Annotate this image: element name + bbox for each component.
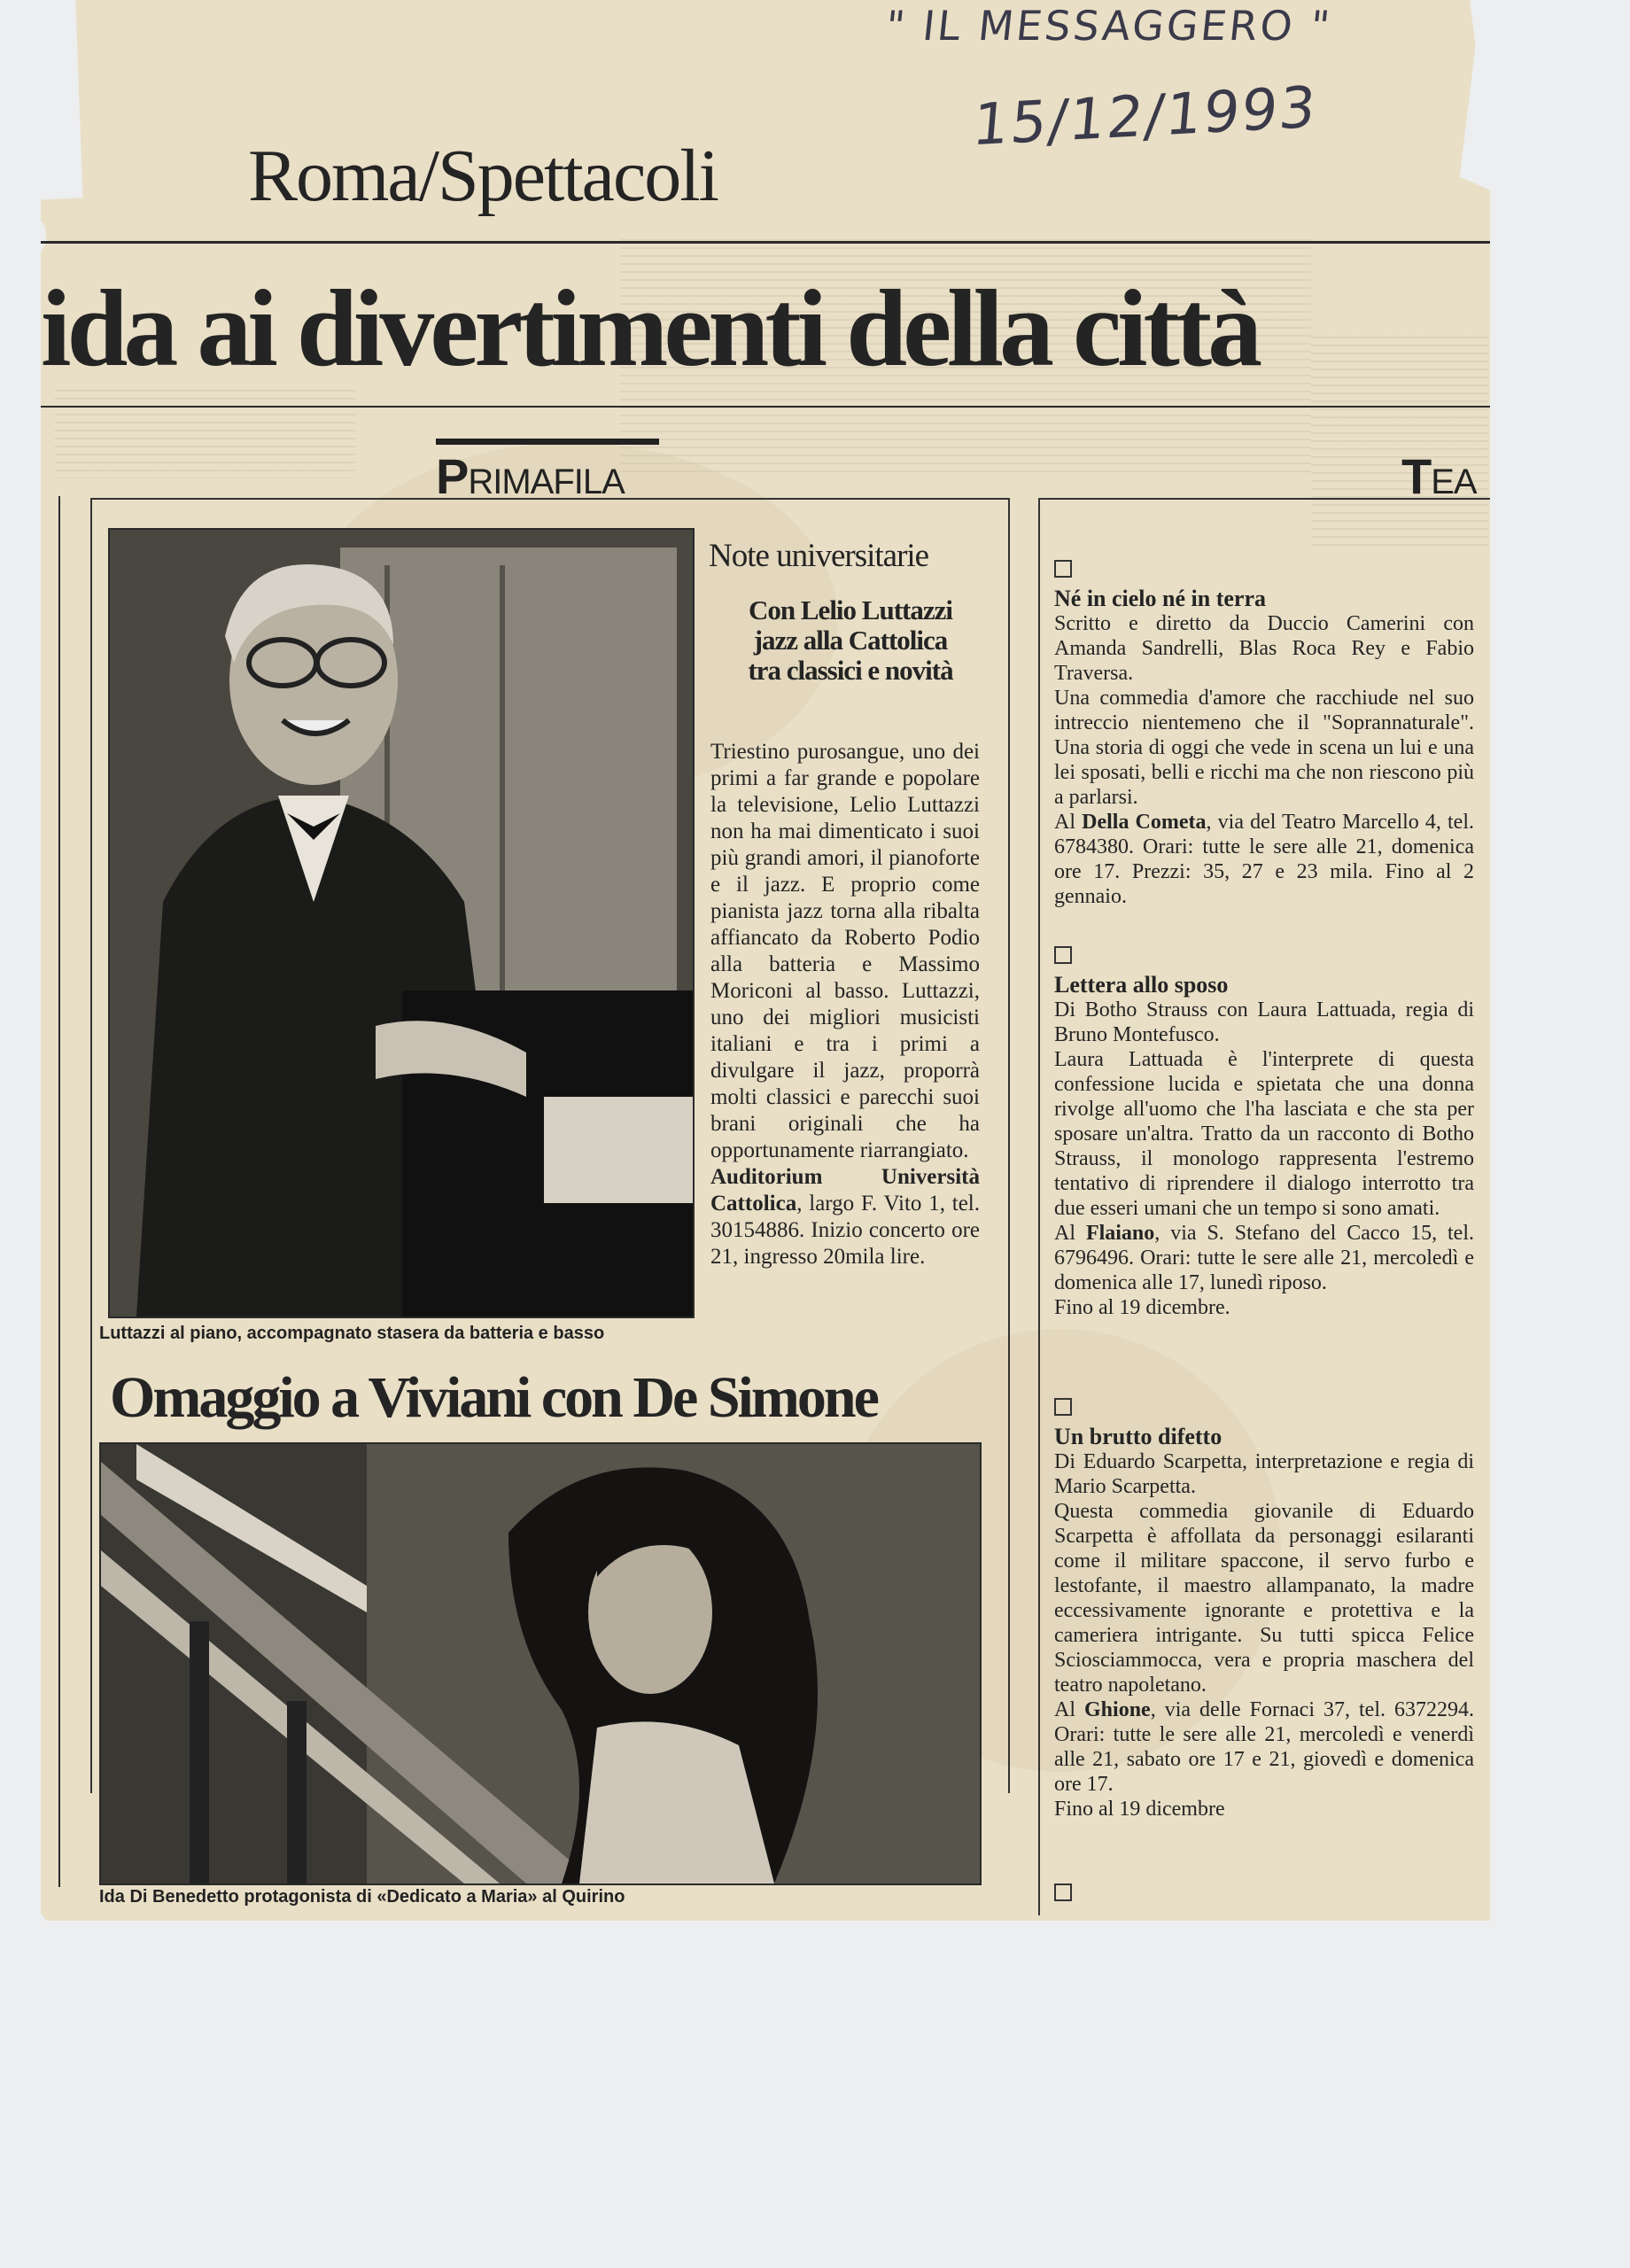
- rule-top: [41, 241, 1490, 244]
- theatre-item-venue-line: [1054, 1697, 1474, 1797]
- theatre-item: [1054, 560, 1474, 909]
- article-paragraph: Triestino purosangue, uno dei primi a far grande e popolare la televisione, Lelio Luttazzi non ha mai dimenticato i suoi più grandi amori, il pianoforte e il jazz. E proprio come pianista jazz torna alla ribalta affiancato da Roberto Podio alla batteria e Massimo Moriconi al basso. Luttazzi, uno dei migliori musicisti italiani e tra i primi a divulgare il jazz, proporrà molti classici e parecchi suoi brani originali che ha opportunamente riarrangiato.: [710, 740, 980, 1162]
- handwritten-newspaper-name: " IL MESSAGGERO ": [883, 2, 1335, 50]
- bullet-box: [1054, 946, 1072, 964]
- venue-prefix: Al: [1054, 1698, 1085, 1721]
- primafila-text: RIMAFILA: [468, 462, 625, 501]
- theatre-item: [1054, 946, 1474, 1320]
- theatre-item-info: , via del Teatro Marcello 4, tel. 6784380. Orari: tutte le sere alle 21, domenica ore 17. Prezzi: 35, 27 e 23 mila. Fino al 2 gennaio.: [1054, 811, 1474, 908]
- subhead-line-1: Con Lelio Luttazzi: [749, 594, 952, 625]
- venue-prefix: Al: [1054, 1222, 1086, 1245]
- theatre-item-venue-line: [1054, 1221, 1474, 1295]
- di-benedetto-photo: [99, 1442, 982, 1885]
- theatre-item-title: Né in cielo né in terra: [1054, 586, 1266, 611]
- primafila-label: [436, 447, 659, 505]
- theatre-item: [1054, 1398, 1474, 1821]
- theatre-item-title: Lettera allo sposo: [1054, 972, 1229, 998]
- article-body: [710, 739, 980, 1270]
- theatre-item-venue-line: [1054, 810, 1474, 909]
- theatre-item-text: Questa commedia giovanile di Eduardo Scarpetta è affollata da personaggi esilaranti come il militare spaccone, il servo furbo e lestofante, il maestro allampanato, la madre eccessivamente ignorante e protettiva e la cameriera intrigante. Su tutti spicca Felice Sciosciammocca, vera e propria maschera del teatro napoletano.: [1054, 1500, 1474, 1697]
- theatre-item-venue: Flaiano: [1085, 1222, 1155, 1245]
- page-headline: ida ai divertimenti della città: [41, 268, 1259, 389]
- theatre-item-venue: Della Cometa: [1082, 811, 1207, 834]
- teatro-label: [1401, 447, 1490, 505]
- bullet-box: [1054, 560, 1072, 578]
- theatre-item-text: Una commedia d'amore che racchiude nel suo intreccio nientemeno che il "Soprannaturale". Una storia di oggi che vede in scena un lui e una lei sposati, belli e ricchi ma che non riescono più a parlarsi.: [1054, 687, 1474, 809]
- primafila-initial: P: [436, 448, 469, 504]
- omaggio-headline: Omaggio a Viviani con De Simone: [110, 1365, 877, 1430]
- bullet-box: [1054, 1398, 1072, 1416]
- subhead-line-2: jazz alla Cattolica: [753, 625, 948, 656]
- theatre-item-run: Fino al 19 dicembre: [1054, 1798, 1225, 1821]
- article-venue: Auditorium Università Cattolica: [710, 1165, 980, 1216]
- left-edge-rule: [58, 496, 60, 1887]
- theatre-item-credits: Scritto e diretto da Duccio Camerini con Amanda Sandrelli, Blas Roca Rey e Fabio Traversa.: [1054, 612, 1474, 685]
- teatro-text: EA: [1431, 462, 1477, 501]
- bullet-box: [1054, 1884, 1072, 1901]
- handwritten-date: 15/12/1993: [970, 74, 1320, 159]
- theatre-item-cut: [1054, 1884, 1474, 1910]
- section-title: Roma/Spettacoli: [248, 135, 718, 217]
- luttazzi-photo-caption: Luttazzi al piano, accompagnato stasera da batteria e basso: [99, 1324, 605, 1343]
- label-bar: [436, 439, 659, 445]
- theatre-item-info: , via S. Stefano del Cacco 15, tel. 6796496. Orari: tutte le sere alle 21, mercoledì e domenica alle 17, lunedì riposo.: [1054, 1222, 1475, 1294]
- subhead-line-3: tra classici e novità: [748, 655, 953, 686]
- rule-bottom: [41, 406, 1490, 408]
- theatre-item-credits: Di Eduardo Scarpetta, interpretazione e regia di Mario Scarpetta.: [1054, 1450, 1474, 1498]
- article-kicker: Note universitarie: [709, 538, 929, 574]
- teatro-initial: T: [1401, 448, 1432, 504]
- article-subhead: [709, 595, 992, 686]
- theatre-item-venue: Ghione: [1084, 1698, 1151, 1721]
- di-benedetto-photo-image: [101, 1444, 980, 1884]
- luttazzi-photo: [108, 528, 695, 1318]
- di-benedetto-photo-caption: Ida Di Benedetto protagonista di «Dedicato a Maria» al Quirino: [99, 1887, 625, 1907]
- luttazzi-photo-image: [110, 530, 693, 1317]
- theatre-item-text: Laura Lattuada è l'interprete di questa confessione lucida e spietata che una donna rivolge all'uomo che l'ha lasciata e che sta per sposare un'altra. Tratto da un racconto di Botho Strauss, il monologo rappresenta l'estremo tentativo di riprendere il dialogo interrotto tra due esseri umani che un tempo si sono amati.: [1054, 1048, 1474, 1220]
- article-info: , largo F. Vito 1, tel. 30154886. Inizio concerto ore 21, ingresso 20mila lire.: [710, 1192, 980, 1269]
- theatre-item-title: Un brutto difetto: [1054, 1424, 1222, 1449]
- venue-prefix: Al: [1054, 811, 1083, 834]
- theatre-item-info: , via delle Fornaci 37, tel. 6372294. Orari: tutte le sere alle 21, mercoledì e venerdì alle 21, sabato ore 17 e 21, giovedì e domenica ore 17.: [1054, 1698, 1475, 1796]
- bleed-through-text: [55, 390, 356, 478]
- theatre-item-run: Fino al 19 dicembre.: [1054, 1296, 1230, 1319]
- theatre-item-credits: Di Botho Strauss con Laura Lattuada, regia di Bruno Montefusco.: [1054, 998, 1474, 1046]
- article-venue-line: [710, 1164, 980, 1270]
